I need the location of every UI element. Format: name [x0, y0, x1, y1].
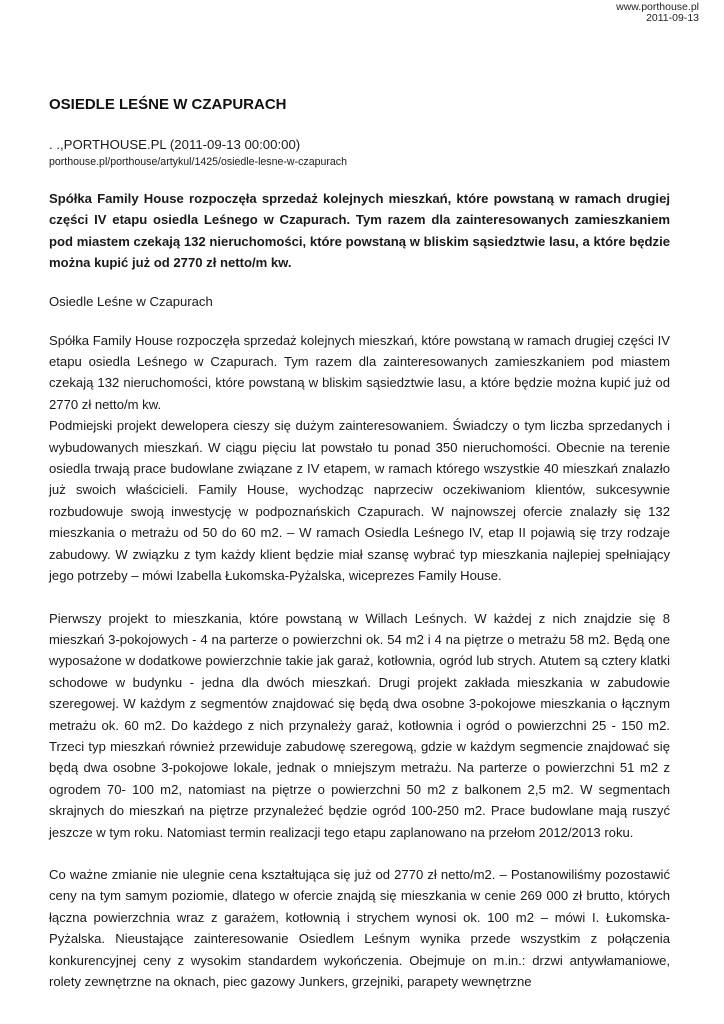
article-title: OSIEDLE LEŚNE W CZAPURACH	[49, 96, 287, 113]
header-date: 2011-09-13	[646, 12, 699, 24]
article-subheading: Osiedle Leśne w Czapurach	[49, 293, 213, 309]
article	[49, 96, 670, 992]
site-name: www.porthouse.pl	[616, 1, 699, 13]
paragraph: Co ważne zmianie nie ulegnie cena kształtująca się już od 2770 zł netto/m2. – Postanowiliśmy pozostawić ceny na tym samym poziomie, dlatego w ofercie znajdą się mieszkania w cenie 269 000 zł brutto, których łączna powierzchnia wraz z garażem, kotłownią i strychem wynosi ok. 100 m2 – mówi I. Łukomska-Pyżalska. Nieustające zainteresowanie Osiedlem Leśnym wynika przede wszystkim z połączenia konkurencyjnej ceny z wysokim standardem wykończenia. Obejmuje on m.in.: drzwi antywłamaniowe, rolety zewnętrzne na oknach, piec gazowy Junkers, grzejniki, parapety wewnętrzne	[49, 866, 670, 989]
page-header	[616, 2, 699, 24]
paragraph: Podmiejski projekt dewelopera cieszy się dużym zainteresowaniem. Świadczy o tym liczba sprzedanych i wybudowanych mieszkań. W ciągu pięciu lat powstało tu ponad 350 nieruchomości. Obecnie na terenie osiedla trwają prace budowlane związane z IV etapem, w ramach którego wszystkie 40 mieszkań znalazło już swoich właścicieli. Family House, wychodząc naprzeciw oczekiwaniom klientów, sukcesywnie rozbudowuje swoją inwestycję w podpoznańskich Czapurach. W najnowszej ofercie znalazły się 132 mieszkania o metrażu od 50 do 60 m2. – W ramach Osiedla Leśnego IV, etap II pojawią się trzy rodzaje zabudowy. W związku z tym każdy klient będzie miał szansę wybrać typ mieszkania najlepiej spełniający jego potrzeby – mówi Izabella Łukomska-Pyżalska, wiceprezes Family House.	[49, 418, 670, 584]
article-lead: Spółka Family House rozpoczęła sprzedaż kolejnych mieszkań, które powstaną w ramach drugiej części IV etapu osiedla Leśnego w Czapurach. Tym razem dla zainteresowanych zamieszkaniem pod miastem czekają 132 nieruchomości, które powstaną w bliskim sąsiedztwie lasu, a które będzie można kupić już od 2770 zł netto/m kw.	[49, 191, 670, 271]
paragraph: Pierwszy projekt to mieszkania, które powstaną w Willach Leśnych. W każdej z nich znajdzie się 8 mieszkań 3-pokojowych - 4 na parterze o powierzchni ok. 54 m2 i 4 na piętrze o metrażu 58 m2. Będą one wyposażone w dodatkowe powierzchnie takie jak garaż, kotłownia, ogród lub strych. Atutem są cztery klatki schodowe w budynku - jedna dla dwóch mieszkań. Drugi projekt zakłada mieszkania w zabudowie szeregowej. W każdym z segmentów znajdować się będą dwa osobne 3-pokojowe mieszkania o łącznym metrażu ok. 60 m2. Do każdego z nich przynależy garaż, kotłownia i ogród o powierzchni 25 - 150 m2. Trzeci typ mieszkań również przewiduje zabudowę szeregową, gdzie w każdym segmencie znajdować się będą dwa osobne 3-pokojowe lokale, jednak o mniejszym metrażu. Na parterze o powierzchni 51 m2 z ogrodem 70- 100 m2, natomiast na piętrze o powierzchni 50 m2 z balkonem 2,5 m2. W segmentach skrajnych do mieszkań na piętrze przynależeć będzie ogród 100-250 m2. Prace budowlane mają ruszyć jeszcze w tym roku. Natomiast termin realizacji tego etapu zaplanowano na przełom 2012/2013 roku.	[49, 610, 670, 840]
article-meta: . .,PORTHOUSE.PL (2011-09-13 00:00:00)	[49, 137, 301, 152]
article-url: porthouse.pl/porthouse/artykul/1425/osiedle-lesne-w-czapurach	[49, 156, 347, 168]
paragraph: Spółka Family House rozpoczęła sprzedaż kolejnych mieszkań, które powstaną w ramach drugiej części IV etapu osiedla Leśnego w Czapurach. Tym razem dla zainteresowanych zamieszkaniem pod miastem czekają 132 nieruchomości, które powstaną w bliskim sąsiedztwie lasu, a które będzie można kupić już od 2770 zł netto/m kw.	[49, 332, 670, 412]
